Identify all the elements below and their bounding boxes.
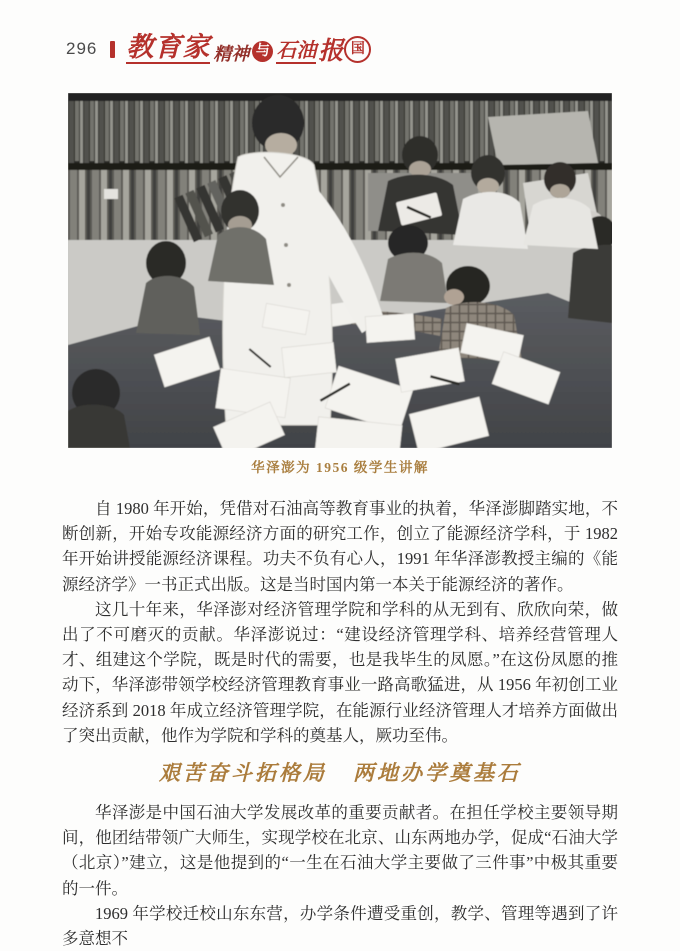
brand-guo-seal-icon: 国 [344, 36, 371, 63]
header-divider-bar [110, 41, 115, 58]
section-heading-part1: 艰苦奋斗拓格局 [159, 761, 327, 786]
brand-shiyou: 石油 [276, 40, 317, 62]
book-title-logo [126, 34, 371, 64]
running-header [66, 34, 371, 64]
brand-jiaoyujia: 教育家 [126, 32, 211, 62]
body-paragraph: 这几十年来，华泽澎对经济管理学院和学科的从无到有、欣欣向荣，做出了不可磨灭的贡献。华泽澎说过：“建设经济管理学科、培养经营管理人才、组建这个学院，既是时代的需要，也是我毕生的凤愿。”在这份凤愿的推动下，华泽澎带领学校经济管理教育事业一路高歌猛进，从 1956 年初创工业经济系到 2018 年成立经济管理学院，在能源行业经济管理人才培养方面做出了突出贡献，他作为学院和学科的奠基人，厥功至伟。 [62, 599, 618, 745]
body-text [62, 496, 618, 951]
body-paragraph: 1969 年学校迁校山东东营，办学条件遭受重创，教学、管理等遇到了许多意想不 [62, 903, 618, 949]
brand-yu-seal-icon: 与 [252, 41, 273, 62]
body-paragraph: 自 1980 年开始，凭借对石油高等教育事业的执着，华泽澎脚踏实地，不断创新，开始专攻能源经济方面的研究工作，创立了能源经济学科，于 1982 年开始讲授能源经济课程。功夫不负有心人，1991 年华泽澎教授主编的《能源经济学》一书正式出版。这是当时国内第一本关于能源经济的著作。 [62, 499, 618, 594]
body-paragraph: 华泽澎是中国石油大学发展改革的重要贡献者。在担任学校主要领导期间，他团结带领广大师生，实现学校在北京、山东两地办学，促成“石油大学（北京）”建立，这是他提到的“一生在石油大学主要做了三件事”中极其重要的一件。 [62, 803, 618, 898]
page-number: 296 [66, 39, 98, 58]
photo-caption: 华泽澎为 1956 级学生讲解 [251, 460, 429, 475]
section-heading-part2: 两地办学奠基石 [353, 761, 521, 786]
brand-jingshen: 精神 [213, 44, 250, 64]
class-photo [68, 93, 612, 448]
class-photo-illustration [68, 93, 612, 448]
section-heading [62, 759, 618, 787]
brand-bao: 报 [318, 38, 344, 65]
